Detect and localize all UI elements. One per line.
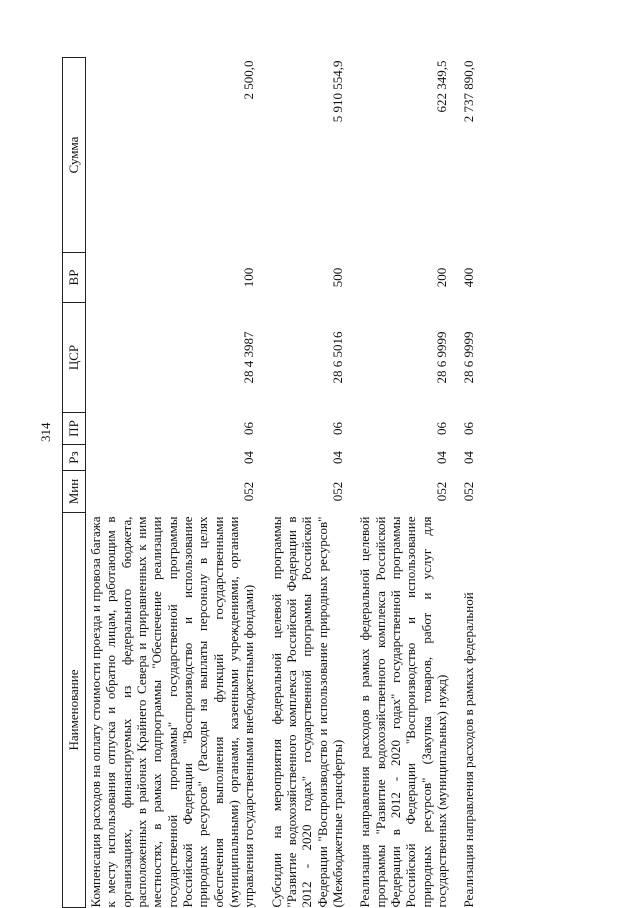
- table-row: [259, 58, 348, 908]
- header-pr: ПР: [63, 413, 86, 445]
- row-min: 052: [241, 481, 257, 502]
- row-vr: 500: [329, 267, 345, 288]
- header-rz: Рз: [63, 445, 86, 471]
- header-min: Мин: [63, 471, 86, 513]
- row-vr: 200: [433, 267, 449, 288]
- header-vr: ВР: [63, 253, 86, 303]
- row-rz: 04: [433, 451, 449, 464]
- row-vr: 400: [461, 267, 477, 288]
- row-pr: 06: [461, 422, 477, 435]
- table-row: [347, 58, 451, 908]
- table-row: [451, 58, 478, 908]
- row-sum: 5 910 554,9: [329, 60, 345, 123]
- header-name: Наименование: [63, 513, 86, 908]
- row-pr: 06: [329, 422, 345, 435]
- row-name: Субсидии на мероприятия федеральной целевой программы "Развитие водохозяйственного комплекса Российской Федерации в 2012 - 2020 годах" государственной программы Российской Федерации "Воспроизводство и использование природных ресурсов" (Межбюджетные трансферты): [268, 516, 345, 908]
- row-min: 052: [461, 481, 477, 502]
- row-csr: 28 6 9999: [433, 331, 449, 384]
- row-csr: 28 6 9999: [461, 331, 477, 384]
- row-csr: 28 4 3987: [241, 331, 257, 384]
- page-number: 314: [38, 422, 53, 442]
- row-name: Реализация направления расходов в рамках федеральной целевой программы "Развитие водохозяйственного комплекса Российской Федерации в 2012 - 2020 годах" государственной программы Российской Федерации "Воспроизводство и использование природных ресурсов" (Закупка товаров, работ и услуг для государственных (муниципальных) нужд): [357, 516, 449, 908]
- row-rz: 04: [461, 451, 477, 464]
- row-vr: 100: [241, 267, 257, 288]
- header-row: [63, 58, 86, 908]
- rotated-page: [62, 58, 607, 908]
- row-sum: 622 349,5: [433, 60, 449, 113]
- table-row: [86, 58, 259, 908]
- row-name: Компенсация расходов на оплату стоимости проезда и провоза багажа к месту использования отпуска и обратно лицам, работающим в организациях, финансируемых из федерального бюджета, расположенных в районах Крайнего Севера и приравненных к ним местностях, в рамках подпрограммы "Обеспечение реализации государственной программы" государственной программы Российской Федерации "Воспроизводство и использование природных ресурсов" (Расходы на выплаты персоналу в целях обеспечения выполнения функций государственными (муниципальными) органами, казенными учреждениями, органами управления государственными внебюджетными фондами): [88, 516, 257, 908]
- row-sum: 2 737 890,0: [461, 60, 477, 123]
- row-min: 052: [433, 481, 449, 502]
- budget-table: [62, 57, 479, 908]
- row-csr: 28 6 5016: [329, 331, 345, 384]
- row-sum: 2 500,0: [241, 60, 257, 100]
- row-pr: 06: [241, 422, 257, 435]
- row-min: 052: [329, 481, 345, 502]
- row-name: Реализация направления расходов в рамках федеральной: [461, 592, 477, 908]
- table-header: [63, 58, 86, 908]
- header-sum: Сумма: [63, 58, 86, 253]
- table-body: [86, 58, 479, 908]
- row-rz: 04: [241, 451, 257, 464]
- header-csr: ЦСР: [63, 303, 86, 413]
- row-rz: 04: [329, 451, 345, 464]
- row-pr: 06: [433, 422, 449, 435]
